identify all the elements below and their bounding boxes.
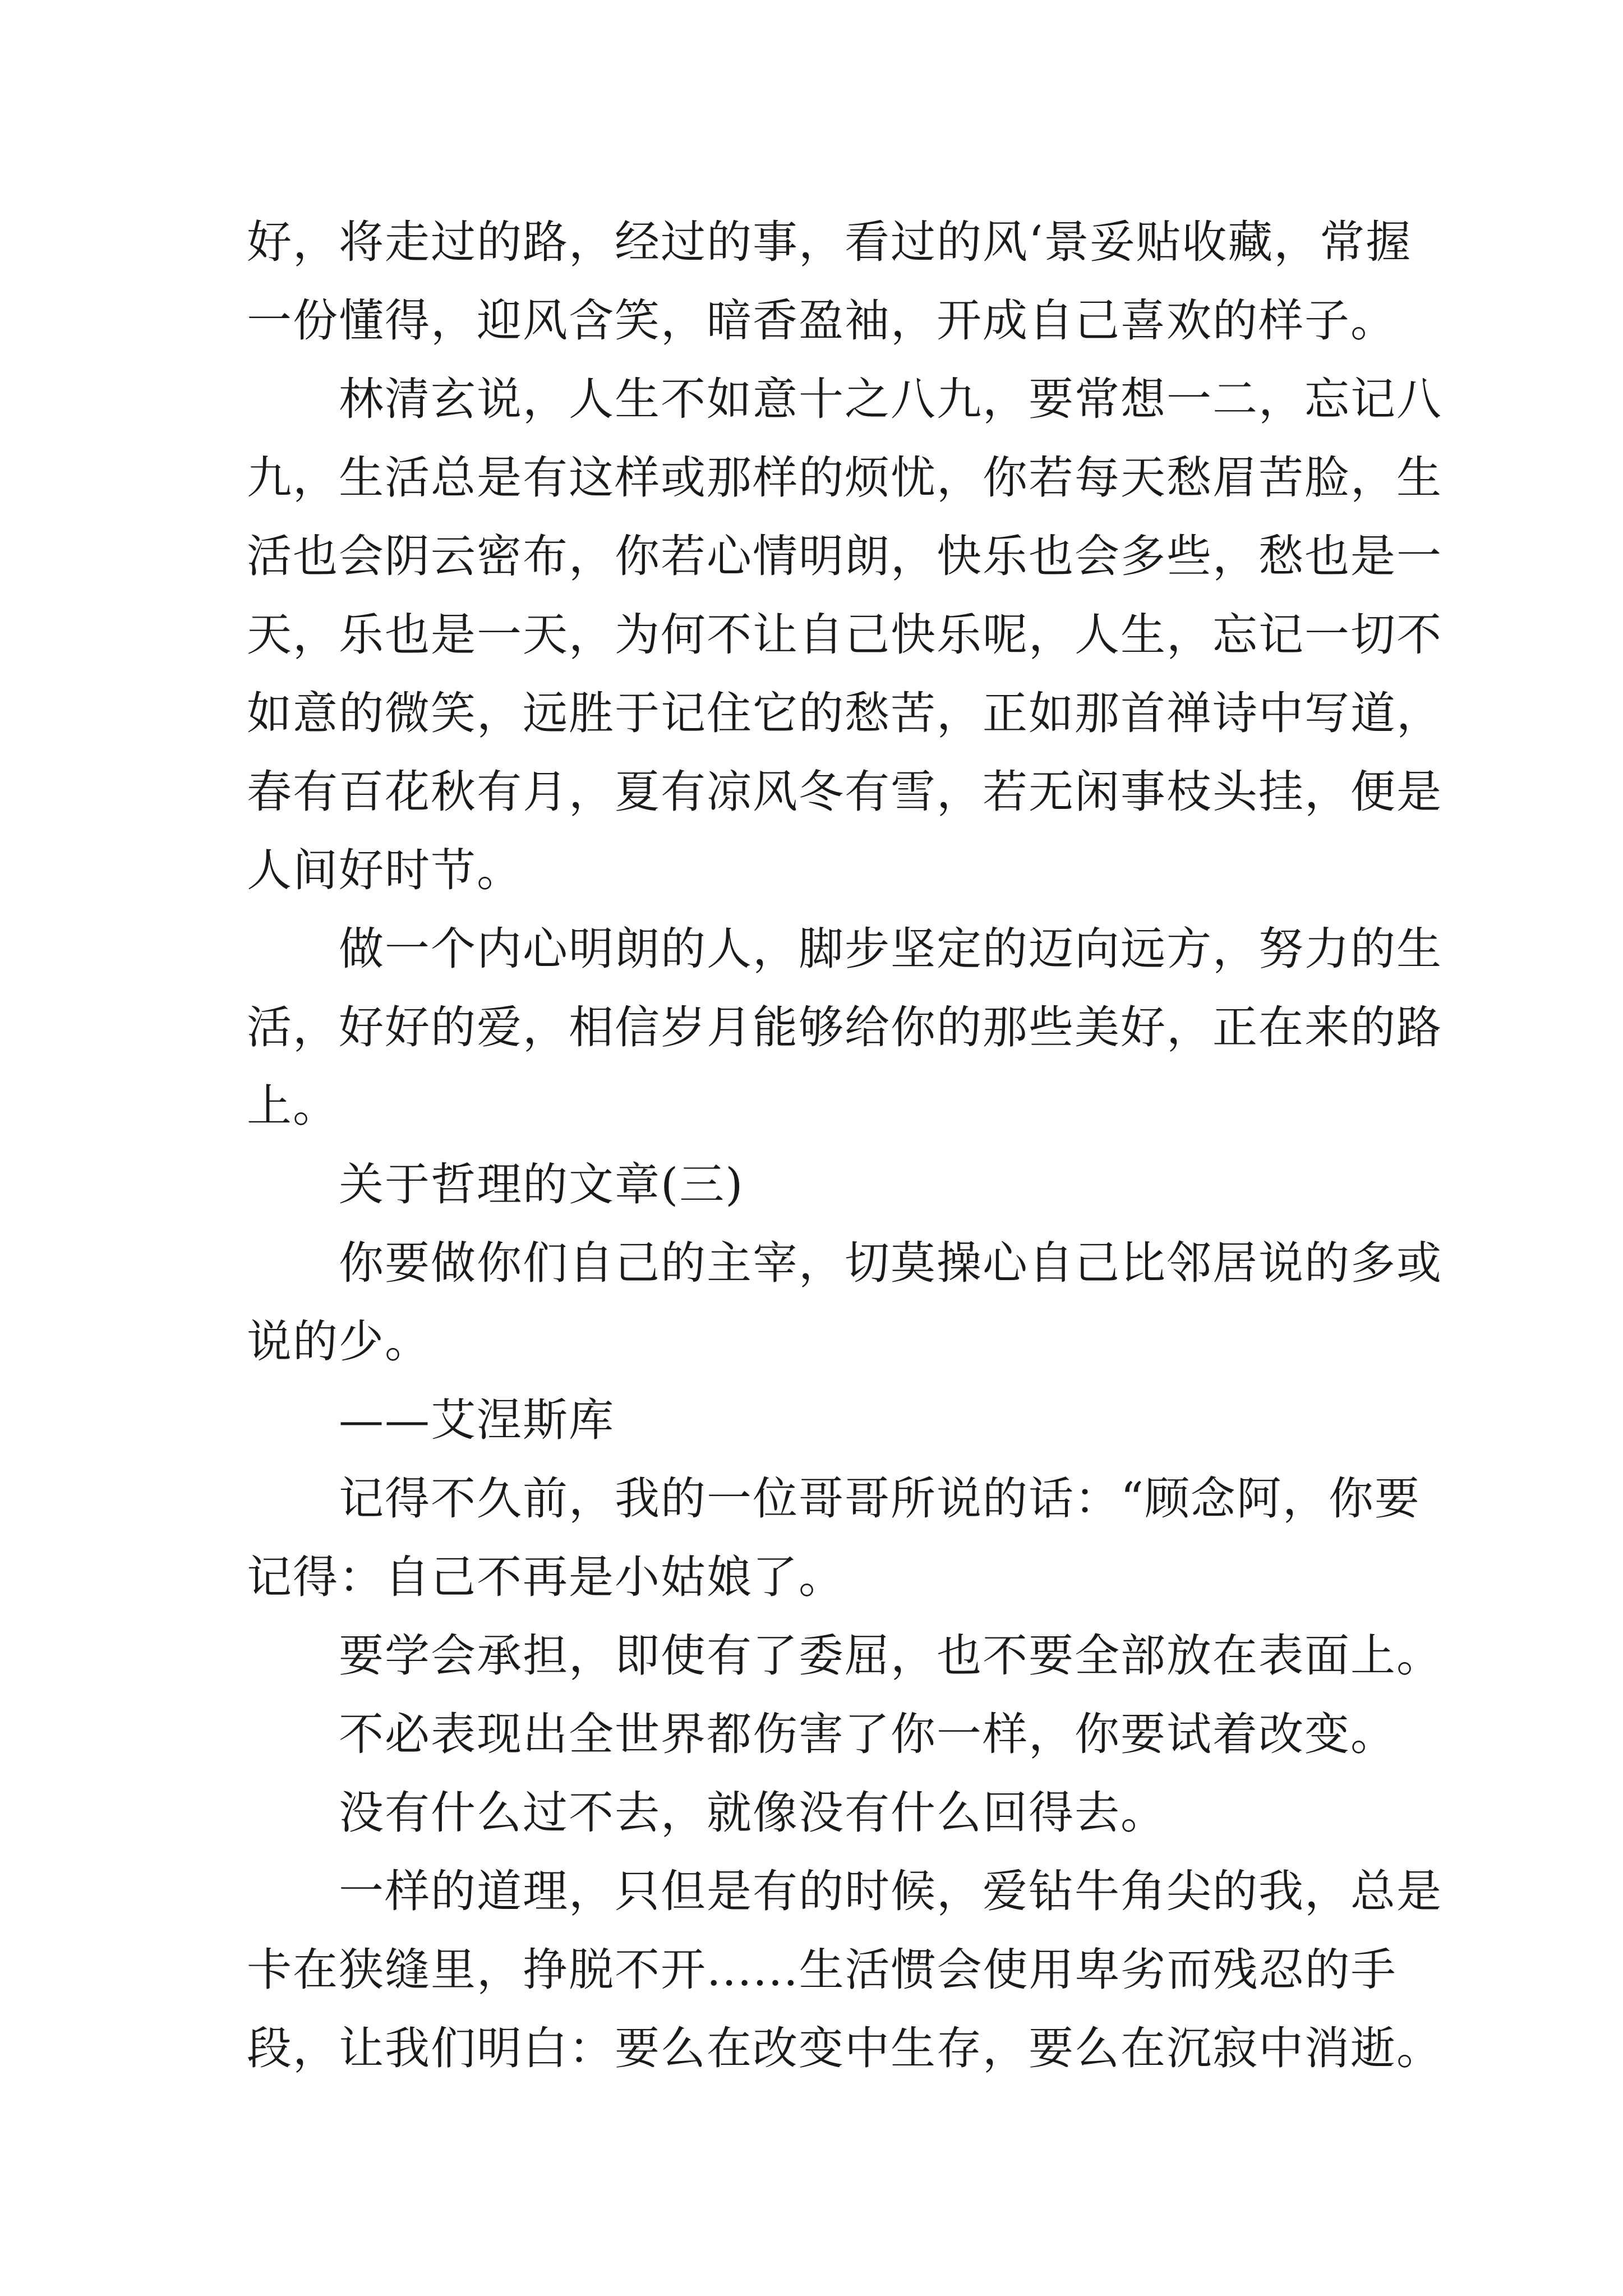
text-line: 如意的微笑，远胜于记住它的愁苦，正如那首禅诗中写道，: [247, 687, 1442, 739]
text-line: 一样的道理，只但是有的时候，爱钻牛角尖的我，总是: [339, 1865, 1442, 1917]
text-line: 活也会阴云密布，你若心情明朗，快乐也会多些，愁也是一: [247, 530, 1442, 582]
text-line: 活，好好的爱，相信岁月能够给你的那些美好，正在来的路: [247, 1001, 1442, 1053]
text-line: 做一个内心明朗的人，脚步坚定的迈向远方，努力的生: [339, 923, 1442, 975]
text-line: 不必表现出全世界都伤害了你一样，你要试着改变。: [339, 1708, 1396, 1760]
text-line: 记得：自己不再是小姑娘了。: [247, 1551, 845, 1603]
text-line: 说的少。: [247, 1315, 431, 1368]
text-line: 要学会承担，即使有了委屈，也不要全部放在表面上。: [339, 1630, 1442, 1682]
text-line: ——艾涅斯库: [339, 1394, 615, 1446]
body-text: [247, 203, 1442, 2088]
text-line: 你要做你们自己的主宰，切莫操心自己比邻居说的多或: [339, 1237, 1442, 1289]
text-line: 九，生活总是有这样或那样的烦忧，你若每天愁眉苦脸，生: [247, 452, 1442, 504]
text-line: 好，将走过的路，经过的事，看过的风‘景妥贴收藏，常握: [247, 216, 1412, 268]
text-line: 林清玄说，人生不如意十之八九，要常想一二，忘记八: [339, 373, 1442, 425]
text-line: 卡在狭缝里，挣脱不开......生活惯会使用卑劣而残忍的手: [247, 1944, 1397, 1996]
text-line: 没有什么过不去，就像没有什么回得去。: [339, 1787, 1166, 1839]
text-line: 一份懂得，迎风含笑，暗香盈袖，开成自己喜欢的样子。: [247, 295, 1396, 347]
text-line: 关于哲理的文章(三): [339, 1158, 744, 1211]
text-line: 上。: [247, 1080, 339, 1132]
text-line: 记得不久前，我的一位哥哥所说的话：“顾念阿，你要: [339, 1473, 1421, 1525]
text-line: 段，让我们明白：要么在改变中生存，要么在沉寂中消逝。: [247, 2022, 1442, 2074]
text-line: 天，乐也是一天，为何不让自己快乐呢，人生，忘记一切不: [247, 609, 1442, 661]
text-line: 春有百花秋有月，夏有凉风冬有雪，若无闲事枝头挂，便是: [247, 766, 1442, 818]
text-line: 人间好时节。: [247, 844, 523, 896]
